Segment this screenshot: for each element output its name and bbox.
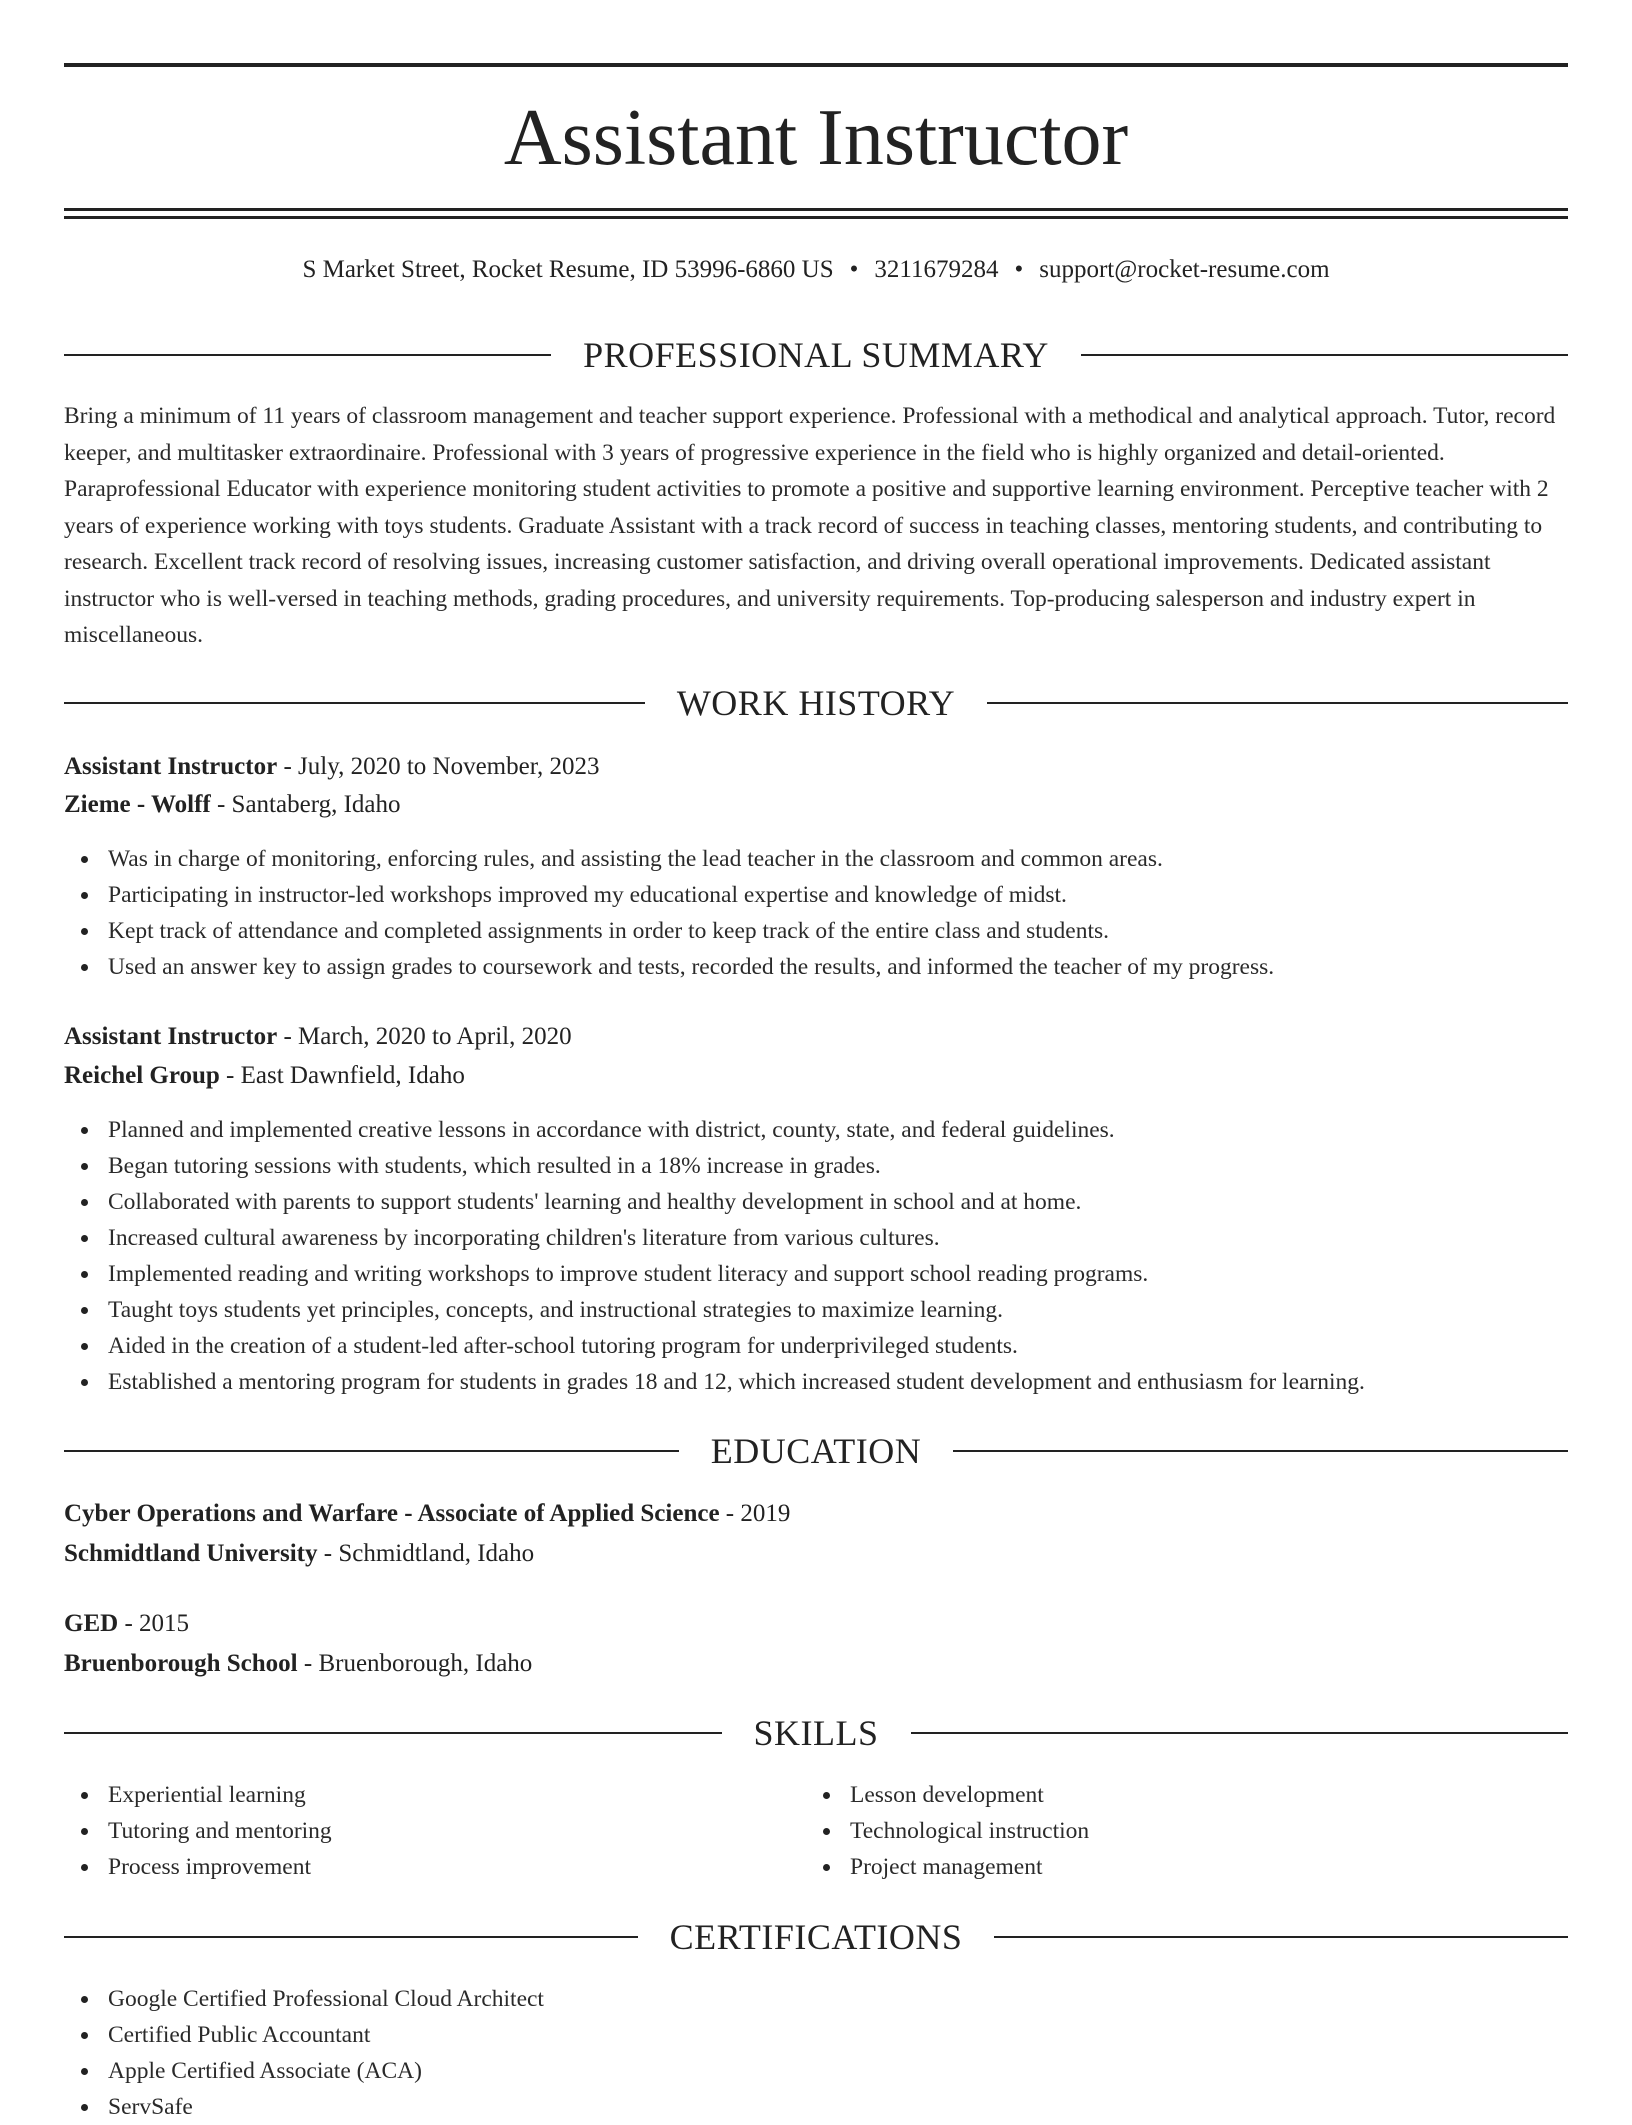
education-location: - Bruenborough, Idaho: [297, 1650, 533, 1677]
section-heading-skills: [64, 1709, 1568, 1757]
list-item: Participating in instructor-led workshops improved my educational expertise and knowledge of midst.: [108, 877, 1612, 913]
resume-title: Assistant Instructor: [503, 94, 1129, 182]
education-school: Bruenborough School: [64, 1650, 298, 1677]
job-company: Zieme - Wolff: [64, 791, 211, 818]
education-degree-line: [64, 1606, 1568, 1642]
contact-separator: •: [849, 256, 859, 283]
list-item: Google Certified Professional Cloud Architect: [108, 1981, 1612, 2017]
list-item: Collaborated with parents to support students' learning and healthy development in school and at home.: [108, 1184, 1612, 1220]
job-bullets: [64, 1112, 1612, 1400]
education-degree-line: [64, 1496, 1568, 1532]
job-dates: - March, 2020 to April, 2020: [277, 1023, 572, 1050]
contact-phone: 3211679284: [874, 256, 999, 283]
section-title: SKILLS: [753, 1713, 879, 1753]
list-item: Used an answer key to assign grades to coursework and tests, recorded the results, and informed the teacher of my progress.: [108, 949, 1612, 985]
heading-rule: [64, 1732, 722, 1734]
skills-list-right: [806, 1777, 1550, 1885]
education-location: - Schmidtland, Idaho: [317, 1540, 535, 1567]
list-item: Experiential learning: [108, 1777, 808, 1813]
job-location: - East Dawnfield, Idaho: [219, 1062, 465, 1089]
list-item: Apple Certified Associate (ACA): [108, 2053, 1612, 2089]
heading-rule: [64, 1936, 638, 1938]
list-item: Lesson development: [850, 1777, 1550, 1813]
heading-rule: [64, 354, 551, 356]
education-year: - 2015: [118, 1610, 190, 1637]
heading-rule: [987, 702, 1568, 704]
list-item: Implemented reading and writing workshops to improve student literacy and support school reading programs.: [108, 1256, 1612, 1292]
list-item: Taught toys students yet principles, concepts, and instructional strategies to maximize learning.: [108, 1292, 1612, 1328]
education-school-line: [64, 1646, 1568, 1682]
contact-line: [64, 252, 1568, 288]
job-company-line: [64, 787, 1568, 823]
education-degree: GED: [64, 1610, 119, 1637]
heading-rule: [64, 1450, 679, 1452]
education-year: - 2019: [719, 1500, 791, 1527]
list-item: Technological instruction: [850, 1813, 1550, 1849]
heading-rule: [64, 702, 645, 704]
section-title: CERTIFICATIONS: [669, 1917, 963, 1957]
job-location: - Santaberg, Idaho: [210, 791, 401, 818]
certifications-list: [64, 1981, 1612, 2125]
education-school-line: [64, 1536, 1568, 1572]
list-item: Increased cultural awareness by incorporating children's literature from various cultures.: [108, 1220, 1612, 1256]
job-dates: - July, 2020 to November, 2023: [277, 753, 600, 780]
heading-rule: [994, 1936, 1568, 1938]
job-title: Assistant Instructor: [64, 1023, 278, 1050]
job-company: Reichel Group: [64, 1062, 220, 1089]
education-school: Schmidtland University: [64, 1540, 318, 1567]
list-item: Was in charge of monitoring, enforcing rules, and assisting the lead teacher in the classroom and common areas.: [108, 841, 1612, 877]
section-title: EDUCATION: [710, 1431, 922, 1471]
list-item: Project management: [850, 1849, 1550, 1885]
section-heading-work-history: [64, 679, 1568, 727]
job-title: Assistant Instructor: [64, 753, 278, 780]
list-item: ServSafe: [108, 2089, 1612, 2125]
header-bottom-rule-2: [64, 216, 1568, 219]
list-item: Aided in the creation of a student-led after-school tutoring program for underprivileged students.: [108, 1328, 1612, 1364]
summary-text: Bring a minimum of 11 years of classroom management and teacher support experience. Professional with a methodical and analytical approach. Tutor, record keeper, and multitasker extraordinaire. Professional with 3 years of progressive experience in the field who is highly organized and detail-oriented. Paraprofessional Educator with experience monitoring student activities to promote a positive and supportive learning environment. Perceptive teacher with 2 years of experience working with toys students. Graduate Assistant with a track record of success in teaching classes, mentoring students, and contributing to research. Excellent track record of resolving issues, increasing customer satisfaction, and driving overall operational improvements. Dedicated assistant instructor who is well-versed in teaching methods, grading procedures, and university requirements. Top-producing salesperson and industry expert in miscellaneous.: [64, 403, 1556, 648]
heading-rule: [911, 1732, 1569, 1734]
list-item: Tutoring and mentoring: [108, 1813, 808, 1849]
section-title: WORK HISTORY: [676, 683, 956, 723]
contact-email: support@rocket-resume.com: [1039, 256, 1330, 283]
header-top-rule: [64, 63, 1568, 67]
contact-address: S Market Street, Rocket Resume, ID 53996-6860 US: [302, 256, 834, 283]
list-item: Certified Public Accountant: [108, 2017, 1612, 2053]
section-heading-summary: [64, 331, 1568, 379]
job-bullets: [64, 841, 1612, 985]
list-item: Process improvement: [108, 1849, 808, 1885]
section-title: PROFESSIONAL SUMMARY: [583, 335, 1049, 375]
job-title-line: [64, 749, 1568, 785]
contact-separator: •: [1014, 256, 1024, 283]
list-item: Began tutoring sessions with students, which resulted in a 18% increase in grades.: [108, 1148, 1612, 1184]
job-company-line: [64, 1058, 1568, 1094]
skills-list-left: [64, 1777, 808, 1885]
list-item: Planned and implemented creative lessons in accordance with district, county, state, and federal guidelines.: [108, 1112, 1612, 1148]
education-degree: Cyber Operations and Warfare - Associate of Applied Science: [64, 1500, 720, 1527]
list-item: Established a mentoring program for students in grades 18 and 12, which increased student development and enthusiasm for learning.: [108, 1364, 1612, 1400]
heading-rule: [953, 1450, 1568, 1452]
heading-rule: [1081, 354, 1568, 356]
list-item: Kept track of attendance and completed assignments in order to keep track of the entire class and students.: [108, 913, 1612, 949]
header-bottom-rule: [64, 208, 1568, 211]
section-heading-education: [64, 1427, 1568, 1475]
job-title-line: [64, 1019, 1568, 1055]
section-heading-certifications: [64, 1913, 1568, 1961]
